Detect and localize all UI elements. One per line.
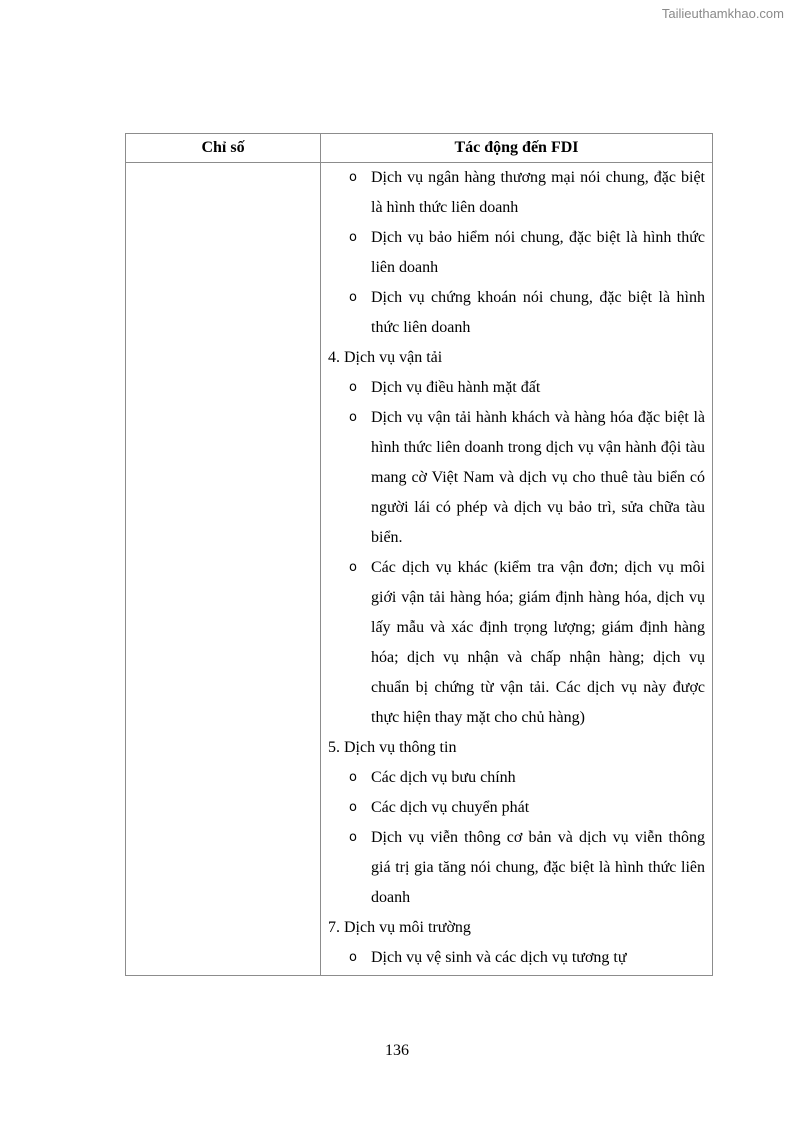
- list-item: o Các dịch vụ chuyển phát: [328, 793, 705, 823]
- section-heading-environment: 7. Dịch vụ môi trường: [328, 919, 471, 936]
- section-heading-information: 5. Dịch vụ thông tin: [328, 739, 457, 756]
- list-item: o Dịch vụ chứng khoán nói chung, đặc biệt là hình thức liên doanh: [328, 283, 705, 343]
- list-item: o Dịch vụ điều hành mặt đất: [328, 373, 705, 403]
- list-item: o Các dịch vụ khác (kiểm tra vận đơn; dịch vụ môi giới vận tải hàng hóa; giám định hàng hóa, dịch vụ lấy mẫu và xác định trọng lượng; giám định hàng hóa; dịch vụ nhận và chấp nhận hàng; dịch vụ chuẩn bị chứng từ vận tải. Các dịch vụ này được thực hiện thay mặt cho chủ hàng): [328, 553, 705, 733]
- list-item: o Dịch vụ vận tải hành khách và hàng hóa đặc biệt là hình thức liên doanh trong dịch vụ vận hành đội tàu mang cờ Việt Nam và dịch vụ cho thuê tàu biển có người lái có phép và dịch vụ bảo trì, sửa chữa tàu biển.: [328, 403, 705, 553]
- list-item: o Dịch vụ viễn thông cơ bản và dịch vụ viễn thông giá trị gia tăng nói chung, đặc biệt là hình thức liên doanh: [328, 823, 705, 913]
- table-header-row: [126, 134, 713, 163]
- list-item: o Dịch vụ bảo hiểm nói chung, đặc biệt là hình thức liên doanh: [328, 223, 705, 283]
- list-item: o Dịch vụ vệ sinh và các dịch vụ tương tự: [328, 943, 705, 973]
- list-item: o Các dịch vụ bưu chính: [328, 763, 705, 793]
- section-heading-transport: 4. Dịch vụ vận tải: [328, 349, 443, 366]
- bullet-icon: o: [349, 800, 357, 815]
- header-fdi-impact: Tác động đến FDI: [321, 134, 713, 163]
- content-table: [125, 133, 713, 976]
- bullet-icon: o: [349, 380, 357, 395]
- indicator-cell: [126, 163, 321, 976]
- bullet-icon: o: [349, 830, 357, 845]
- bullet-icon: o: [349, 290, 357, 305]
- impact-cell: [321, 163, 713, 976]
- bullet-icon: o: [349, 560, 357, 575]
- bullet-icon: o: [349, 770, 357, 785]
- header-indicator: Chỉ số: [126, 134, 321, 163]
- page-number: 136: [385, 1042, 409, 1059]
- bullet-icon: o: [349, 950, 357, 965]
- list-item: o Dịch vụ ngân hàng thương mại nói chung, đặc biệt là hình thức liên doanh: [328, 163, 705, 223]
- table-row: [126, 163, 713, 976]
- bullet-icon: o: [349, 170, 357, 185]
- watermark: Tailieuthamkhao.com: [661, 6, 784, 21]
- bullet-icon: o: [349, 410, 357, 425]
- bullet-icon: o: [349, 230, 357, 245]
